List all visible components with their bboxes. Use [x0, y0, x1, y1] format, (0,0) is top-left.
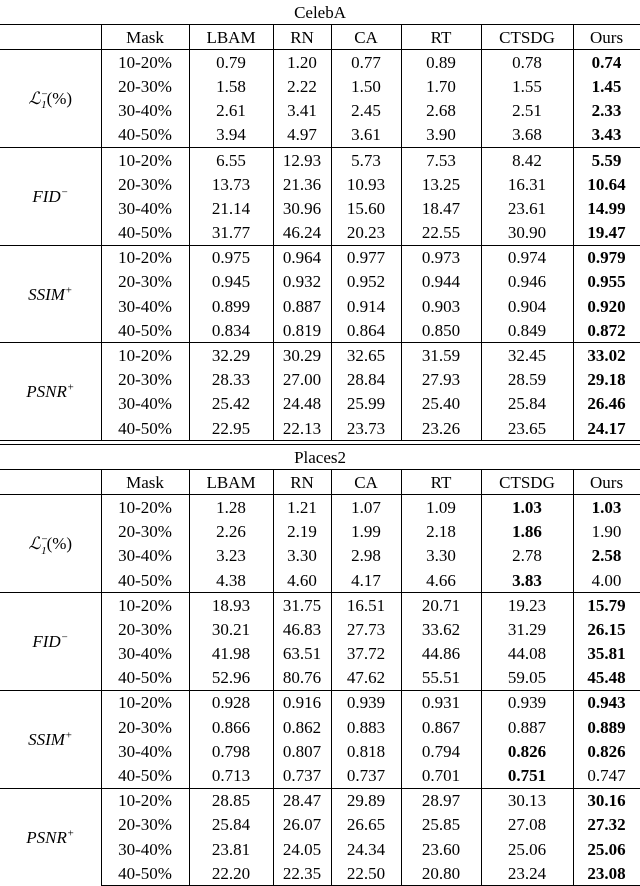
score-cell: 29.18 [573, 368, 640, 392]
score-cell: 30.13 [481, 788, 573, 813]
score-cell: 1.03 [481, 495, 573, 520]
score-cell: 12.93 [273, 147, 331, 172]
score-cell: 47.62 [331, 666, 401, 691]
score-cell: 45.48 [573, 666, 640, 691]
score-cell: 1.99 [331, 520, 401, 544]
score-cell: 30.16 [573, 788, 640, 813]
score-cell: 0.701 [401, 763, 481, 788]
score-cell: 0.931 [401, 690, 481, 715]
metric-name: FID [32, 186, 61, 206]
score-cell: 24.48 [273, 392, 331, 416]
table-row [0, 788, 640, 813]
score-cell: 52.96 [189, 666, 273, 691]
metric-direction: − [40, 88, 49, 101]
score-cell: 28.33 [189, 368, 273, 392]
score-cell: 0.77 [331, 50, 401, 75]
metric-name: SSIM [28, 284, 65, 304]
score-cell: 0.747 [573, 763, 640, 788]
score-cell: 1.20 [273, 50, 331, 75]
score-cell: 0.974 [481, 245, 573, 270]
score-cell: 0.807 [273, 739, 331, 763]
score-cell: 28.59 [481, 368, 573, 392]
column-header: Mask [101, 25, 189, 50]
score-cell: 1.09 [401, 495, 481, 520]
score-cell: 22.13 [273, 416, 331, 441]
score-cell: 25.84 [481, 392, 573, 416]
column-header: RT [401, 470, 481, 495]
column-header: RN [273, 470, 331, 495]
metric-name: PSNR [26, 827, 67, 847]
score-cell: 3.83 [481, 568, 573, 593]
mask-ratio-cell: 10-20% [101, 788, 189, 813]
mask-ratio-cell: 40-50% [101, 416, 189, 441]
dataset-caption: CelebA [294, 2, 346, 22]
score-cell: 18.47 [401, 196, 481, 220]
metric-name: FID [32, 632, 61, 651]
score-cell: 1.07 [331, 495, 401, 520]
score-cell: 0.887 [273, 294, 331, 318]
score-cell: 1.50 [331, 74, 401, 98]
score-cell: 28.85 [189, 788, 273, 813]
score-cell: 0.952 [331, 270, 401, 294]
score-cell: 2.26 [189, 520, 273, 544]
mask-ratio-cell: 30-40% [101, 837, 189, 861]
metric-label [0, 245, 101, 343]
table-row [0, 50, 640, 75]
metric-name: ℒ [28, 534, 41, 554]
score-cell: 27.08 [481, 813, 573, 837]
score-cell: 0.798 [189, 739, 273, 763]
score-cell: 25.06 [573, 837, 640, 861]
score-cell: 1.21 [273, 495, 331, 520]
score-cell: 0.794 [401, 739, 481, 763]
score-cell: 20.23 [331, 221, 401, 246]
score-cell: 8.42 [481, 147, 573, 172]
score-cell: 30.21 [189, 617, 273, 641]
score-cell: 32.45 [481, 343, 573, 368]
score-cell: 18.93 [189, 593, 273, 618]
score-cell: 25.84 [189, 813, 273, 837]
mask-ratio-cell: 10-20% [101, 593, 189, 618]
score-cell: 0.883 [331, 715, 401, 739]
mask-ratio-cell: 20-30% [101, 74, 189, 98]
metric-direction: + [66, 381, 75, 394]
score-cell: 4.97 [273, 123, 331, 148]
score-cell: 0.826 [573, 739, 640, 763]
score-cell: 55.51 [401, 666, 481, 691]
score-cell: 2.78 [481, 544, 573, 568]
score-cell: 0.946 [481, 270, 573, 294]
score-cell: 0.737 [273, 763, 331, 788]
column-header: LBAM [189, 25, 273, 50]
metric-direction: − [60, 186, 69, 199]
mask-ratio-cell: 40-50% [101, 318, 189, 343]
metric-label [0, 593, 101, 691]
table-row [0, 147, 640, 172]
score-cell: 0.932 [273, 270, 331, 294]
score-cell: 0.889 [573, 715, 640, 739]
mask-ratio-cell: 40-50% [101, 763, 189, 788]
mask-ratio-cell: 10-20% [101, 343, 189, 368]
score-cell: 0.713 [189, 763, 273, 788]
score-cell: 0.866 [189, 715, 273, 739]
metric-name: PSNR [26, 382, 67, 402]
header-blank-cell [0, 25, 101, 50]
score-cell: 59.05 [481, 666, 573, 691]
score-cell: 0.939 [481, 690, 573, 715]
table-row [0, 343, 640, 368]
metric-name: ℒ [28, 89, 41, 109]
column-header: RT [401, 25, 481, 50]
score-cell: 27.93 [401, 368, 481, 392]
score-cell: 24.17 [573, 416, 640, 441]
score-cell: 1.28 [189, 495, 273, 520]
score-cell: 31.59 [401, 343, 481, 368]
score-cell: 0.955 [573, 270, 640, 294]
score-cell: 0.78 [481, 50, 573, 75]
mask-ratio-cell: 40-50% [101, 123, 189, 148]
score-cell: 19.47 [573, 221, 640, 246]
score-cell: 22.35 [273, 861, 331, 886]
column-header: RN [273, 25, 331, 50]
score-cell: 25.06 [481, 837, 573, 861]
score-cell: 26.15 [573, 617, 640, 641]
score-cell: 25.42 [189, 392, 273, 416]
score-cell: 23.60 [401, 837, 481, 861]
score-cell: 41.98 [189, 642, 273, 666]
score-cell: 32.65 [331, 343, 401, 368]
column-header: Ours [573, 470, 640, 495]
score-cell: 33.62 [401, 617, 481, 641]
score-cell: 0.943 [573, 690, 640, 715]
mask-ratio-cell: 30-40% [101, 739, 189, 763]
score-cell: 31.77 [189, 221, 273, 246]
score-cell: 0.834 [189, 318, 273, 343]
score-cell: 26.46 [573, 392, 640, 416]
score-cell: 10.93 [331, 172, 401, 196]
metric-unit: (%) [46, 89, 73, 109]
score-cell: 0.945 [189, 270, 273, 294]
score-cell: 2.58 [573, 544, 640, 568]
score-cell: 2.45 [331, 99, 401, 123]
score-cell: 25.40 [401, 392, 481, 416]
mask-ratio-cell: 20-30% [101, 715, 189, 739]
mask-ratio-cell: 10-20% [101, 495, 189, 520]
score-cell: 2.33 [573, 99, 640, 123]
score-cell: 10.64 [573, 172, 640, 196]
score-cell: 4.38 [189, 568, 273, 593]
score-cell: 20.71 [401, 593, 481, 618]
metric-label [0, 690, 101, 788]
metric-label [0, 343, 101, 441]
score-cell: 46.83 [273, 617, 331, 641]
mask-ratio-cell: 10-20% [101, 245, 189, 270]
score-cell: 13.73 [189, 172, 273, 196]
score-cell: 21.14 [189, 196, 273, 220]
score-cell: 0.979 [573, 245, 640, 270]
score-cell: 3.94 [189, 123, 273, 148]
score-cell: 3.30 [273, 544, 331, 568]
mask-ratio-cell: 20-30% [101, 520, 189, 544]
mask-ratio-cell: 20-30% [101, 368, 189, 392]
score-cell: 28.47 [273, 788, 331, 813]
mask-ratio-cell: 10-20% [101, 690, 189, 715]
table-row [0, 593, 640, 618]
metric-direction: + [64, 283, 73, 296]
column-header: LBAM [189, 470, 273, 495]
metric-direction: + [64, 729, 73, 742]
score-cell: 0.964 [273, 245, 331, 270]
header-blank-cell [0, 470, 101, 495]
score-cell: 0.864 [331, 318, 401, 343]
score-cell: 19.23 [481, 593, 573, 618]
metric-direction: + [66, 827, 75, 840]
score-cell: 0.872 [573, 318, 640, 343]
score-cell: 26.07 [273, 813, 331, 837]
score-cell: 23.65 [481, 416, 573, 441]
mask-ratio-cell: 20-30% [101, 172, 189, 196]
score-cell: 0.973 [401, 245, 481, 270]
score-cell: 1.58 [189, 74, 273, 98]
mask-ratio-cell: 30-40% [101, 642, 189, 666]
mask-ratio-cell: 10-20% [101, 50, 189, 75]
score-cell: 20.80 [401, 861, 481, 886]
score-cell: 0.849 [481, 318, 573, 343]
mask-ratio-cell: 40-50% [101, 568, 189, 593]
mask-ratio-cell: 30-40% [101, 544, 189, 568]
score-cell: 28.84 [331, 368, 401, 392]
column-header: CTSDG [481, 25, 573, 50]
score-cell: 37.72 [331, 642, 401, 666]
score-cell: 27.00 [273, 368, 331, 392]
column-header: CA [331, 25, 401, 50]
score-cell: 0.887 [481, 715, 573, 739]
score-cell: 31.29 [481, 617, 573, 641]
score-cell: 3.41 [273, 99, 331, 123]
score-cell: 21.36 [273, 172, 331, 196]
mask-ratio-cell: 30-40% [101, 99, 189, 123]
metric-subscript: 1 [41, 99, 47, 112]
score-cell: 0.939 [331, 690, 401, 715]
score-cell: 0.826 [481, 739, 573, 763]
score-cell: 2.22 [273, 74, 331, 98]
score-cell: 0.903 [401, 294, 481, 318]
metric-label [0, 50, 101, 148]
score-cell: 6.55 [189, 147, 273, 172]
score-cell: 1.70 [401, 74, 481, 98]
score-cell: 3.68 [481, 123, 573, 148]
score-cell: 0.928 [189, 690, 273, 715]
score-cell: 0.977 [331, 245, 401, 270]
score-cell: 0.79 [189, 50, 273, 75]
score-cell: 14.99 [573, 196, 640, 220]
score-cell: 27.32 [573, 813, 640, 837]
score-cell: 25.99 [331, 392, 401, 416]
column-header: Ours [573, 25, 640, 50]
score-cell: 1.03 [573, 495, 640, 520]
score-cell: 2.61 [189, 99, 273, 123]
metric-name: SSIM [28, 729, 65, 749]
table-row [0, 245, 640, 270]
score-cell: 0.850 [401, 318, 481, 343]
score-cell: 4.17 [331, 568, 401, 593]
score-cell: 2.68 [401, 99, 481, 123]
dataset-caption-row [0, 0, 640, 25]
score-cell: 28.97 [401, 788, 481, 813]
score-cell: 44.86 [401, 642, 481, 666]
mask-ratio-cell: 10-20% [101, 147, 189, 172]
metric-label [0, 495, 101, 593]
table-row [0, 690, 640, 715]
column-header: CA [331, 470, 401, 495]
score-cell: 2.18 [401, 520, 481, 544]
score-cell: 22.20 [189, 861, 273, 886]
metric-direction: − [60, 631, 69, 644]
score-cell: 4.60 [273, 568, 331, 593]
score-cell: 2.51 [481, 99, 573, 123]
score-cell: 23.24 [481, 861, 573, 886]
score-cell: 0.751 [481, 763, 573, 788]
score-cell: 3.23 [189, 544, 273, 568]
score-cell: 2.19 [273, 520, 331, 544]
score-cell: 23.26 [401, 416, 481, 441]
mask-ratio-cell: 40-50% [101, 861, 189, 886]
score-cell: 30.29 [273, 343, 331, 368]
score-cell: 15.79 [573, 593, 640, 618]
score-cell: 44.08 [481, 642, 573, 666]
dataset-caption-row [0, 445, 640, 470]
metric-direction: − [40, 533, 49, 546]
mask-ratio-cell: 40-50% [101, 666, 189, 691]
score-cell: 35.81 [573, 642, 640, 666]
mask-ratio-cell: 20-30% [101, 813, 189, 837]
score-cell: 32.29 [189, 343, 273, 368]
score-cell: 16.31 [481, 172, 573, 196]
score-cell: 0.818 [331, 739, 401, 763]
score-cell: 46.24 [273, 221, 331, 246]
score-cell: 30.90 [481, 221, 573, 246]
score-cell: 27.73 [331, 617, 401, 641]
score-cell: 0.920 [573, 294, 640, 318]
score-cell: 1.90 [573, 520, 640, 544]
mask-ratio-cell: 20-30% [101, 617, 189, 641]
table-row [0, 495, 640, 520]
column-header: CTSDG [481, 470, 573, 495]
score-cell: 30.96 [273, 196, 331, 220]
score-cell: 22.95 [189, 416, 273, 441]
score-cell: 25.85 [401, 813, 481, 837]
score-cell: 1.86 [481, 520, 573, 544]
score-cell: 22.55 [401, 221, 481, 246]
score-cell: 0.914 [331, 294, 401, 318]
score-cell: 2.98 [331, 544, 401, 568]
mask-ratio-cell: 30-40% [101, 196, 189, 220]
mask-ratio-cell: 30-40% [101, 392, 189, 416]
score-cell: 5.59 [573, 147, 640, 172]
score-cell: 0.904 [481, 294, 573, 318]
score-cell: 1.55 [481, 74, 573, 98]
score-cell: 0.975 [189, 245, 273, 270]
score-cell: 3.30 [401, 544, 481, 568]
score-cell: 26.65 [331, 813, 401, 837]
score-cell: 0.867 [401, 715, 481, 739]
metric-label [0, 147, 101, 245]
column-header: Mask [101, 470, 189, 495]
mask-ratio-cell: 40-50% [101, 221, 189, 246]
score-cell: 15.60 [331, 196, 401, 220]
score-cell: 23.81 [189, 837, 273, 861]
metric-unit: (%) [46, 534, 73, 554]
score-cell: 63.51 [273, 642, 331, 666]
score-cell: 0.737 [331, 763, 401, 788]
score-cell: 3.43 [573, 123, 640, 148]
score-cell: 23.08 [573, 861, 640, 886]
score-cell: 0.916 [273, 690, 331, 715]
header-row [0, 25, 640, 50]
score-cell: 13.25 [401, 172, 481, 196]
score-cell: 0.74 [573, 50, 640, 75]
score-cell: 33.02 [573, 343, 640, 368]
score-cell: 3.90 [401, 123, 481, 148]
score-cell: 16.51 [331, 593, 401, 618]
metric-subscript: 1 [41, 544, 47, 557]
score-cell: 0.89 [401, 50, 481, 75]
mask-ratio-cell: 20-30% [101, 270, 189, 294]
score-cell: 0.899 [189, 294, 273, 318]
score-cell: 3.61 [331, 123, 401, 148]
dataset-caption: Places2 [294, 447, 346, 467]
score-cell: 4.66 [401, 568, 481, 593]
score-cell: 0.819 [273, 318, 331, 343]
header-row [0, 470, 640, 495]
score-cell: 31.75 [273, 593, 331, 618]
metric-label [0, 788, 101, 886]
score-cell: 5.73 [331, 147, 401, 172]
score-cell: 24.05 [273, 837, 331, 861]
score-cell: 0.862 [273, 715, 331, 739]
score-cell: 7.53 [401, 147, 481, 172]
mask-ratio-cell: 30-40% [101, 294, 189, 318]
score-cell: 24.34 [331, 837, 401, 861]
score-cell: 22.50 [331, 861, 401, 886]
score-cell: 29.89 [331, 788, 401, 813]
score-cell: 23.61 [481, 196, 573, 220]
score-cell: 23.73 [331, 416, 401, 441]
score-cell: 1.45 [573, 74, 640, 98]
score-cell: 0.944 [401, 270, 481, 294]
score-cell: 4.00 [573, 568, 640, 593]
score-cell: 80.76 [273, 666, 331, 691]
